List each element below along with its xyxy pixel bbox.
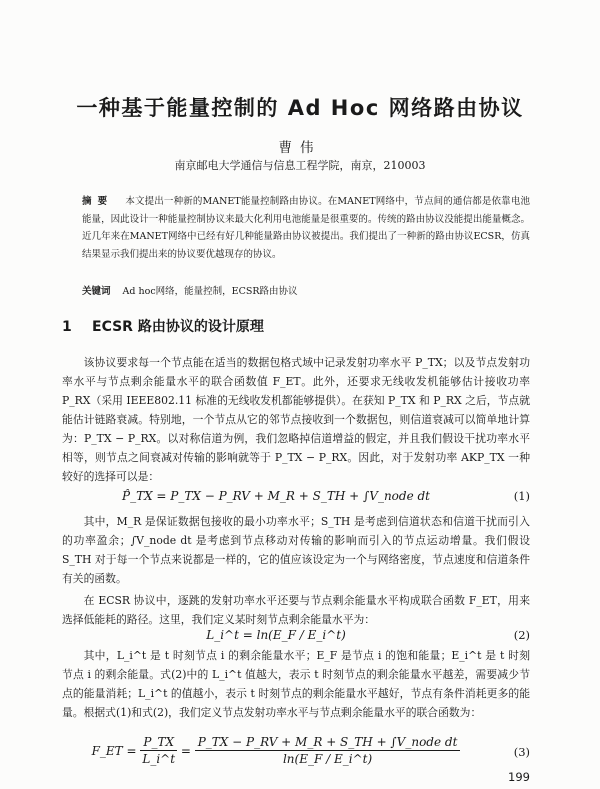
equation-3-fraction-2-denominator: ln(E_F / E_i^t) (282, 752, 373, 766)
body-paragraph-1: 该协议要求每一个节点能在适当的数据包格式域中记录发射功率水平 P_TX；以及节点发射功率水平与节点剩余能量水平的联合函数值 F_ET。此外，还要求无线收发机能够估计接收功率 P_RX（采用 IEEE802.11 标准的无线收发机都能够提供）。在获知 P_TX 和 P_RX 之后，节点就能估计链路衰减。特别地，一个节点从它的邻节点接收到一个数据包，则信道衰减可以简单地计算为：P_TX − P_RX。以对称信道为例，我们忽略掉信道增益的假定，并且我们假设干扰功率水平相等，则节点之间衰减对传输的影响就等于 P_TX − P_RX。因此，对于发射功率 AKP_TX 一种较好的选择可以是： (62, 356, 530, 483)
equation-3-fraction-1-numerator: P_TX (140, 735, 177, 751)
paper-title: 一种基于能量控制的 Ad Hoc 网络路由协议 (76, 96, 524, 120)
equation-3-fraction-2-numerator: P_TX − P_RV + M_R + S_TH + ∫V_node dt (195, 735, 461, 751)
equation-3-number: (3) (513, 745, 530, 759)
abstract (82, 193, 530, 263)
page-number: 199 (508, 770, 530, 784)
equation-1-number: (1) (513, 489, 530, 503)
equation-3-fraction-1 (140, 735, 177, 766)
equation-2-number: (2) (513, 628, 530, 642)
body-paragraph-4: 其中，L_i^t 是 t 时刻节点 i 的剩余能量水平；E_F 是节点 i 的饱和能量；E_i^t 是 t 时刻节点 i 的剩余能量。式(2)中的 L_i^t 值越大，表示 t 时刻节点的剩余能量水平越差，需要减少节点的能量消耗；L_i^t 的值越小，表示 t 时刻节点的剩余能量水平越好，节点有条件消耗更多的能量。根据式(1)和式(2)，我们定义节点发射功率水平与节点剩余能量水平的联合函数为： (62, 649, 530, 719)
equation-3-fraction-1-denominator: L_i^t (142, 752, 176, 766)
section-title: ECSR 路由协议的设计原理 (92, 319, 264, 335)
abstract-label: 摘要 (82, 196, 114, 207)
section-heading (62, 316, 264, 336)
equation-1-body: P̂_TX = P_TX − P_RV + M_R + S_TH + ∫V_node dt (122, 489, 430, 503)
body-paragraph-2: 其中，M_R 是保证数据包接收的最小功率水平；S_TH 是考虑到信道状态和信道干扰而引入的功率盈余；∫V_node dt 是考虑到节点移动对传输的影响而引入的节点运动增量。我们假设 S_TH 对于每一个节点来说都是一样的，它的值应该设定为一个与网络密度，节点速度和信道条件有关的函数。 (62, 515, 530, 585)
keywords-label: 关键词 (82, 286, 111, 297)
equation-3-equals: = (180, 743, 191, 758)
equation-3 (62, 735, 530, 775)
abstract-text: 本文提出一种新的MANET能量控制路由协议。在MANET网络中，节点间的通信都是依靠电池能量，因此设计一种能量控制协议来最大化利用电池能量是很重要的。传统的路由协议没能提出能量概念。近几年来在MANET网络中已经有好几种能量路由协议被提出。我们提出了一种新的路由协议ECSR，仿真结果显示我们提出来的协议要优越现存的协议。 (82, 196, 530, 260)
keywords-text: Ad hoc网络，能量控制，ECSR路由协议 (122, 286, 298, 297)
section-number: 1 (62, 319, 72, 335)
author-name: 曹伟 (278, 140, 322, 156)
equation-3-fraction-2 (195, 735, 461, 766)
equation-3-body (62, 735, 490, 766)
keywords (82, 283, 530, 297)
author-affiliation: 南京邮电大学通信与信息工程学院，南京，210003 (174, 159, 426, 172)
equation-3-lhs: F_ET = (91, 743, 137, 758)
equation-2-body: L_i^t = ln(E_F / E_i^t) (206, 628, 346, 642)
body-paragraph-3: 在 ECSR 协议中，逐跳的发射功率水平还要与节点剩余能量水平构成联合函数 F_ET，用来选择低能耗的路径。这里，我们定义某时刻节点剩余能量水平为： (62, 594, 530, 626)
